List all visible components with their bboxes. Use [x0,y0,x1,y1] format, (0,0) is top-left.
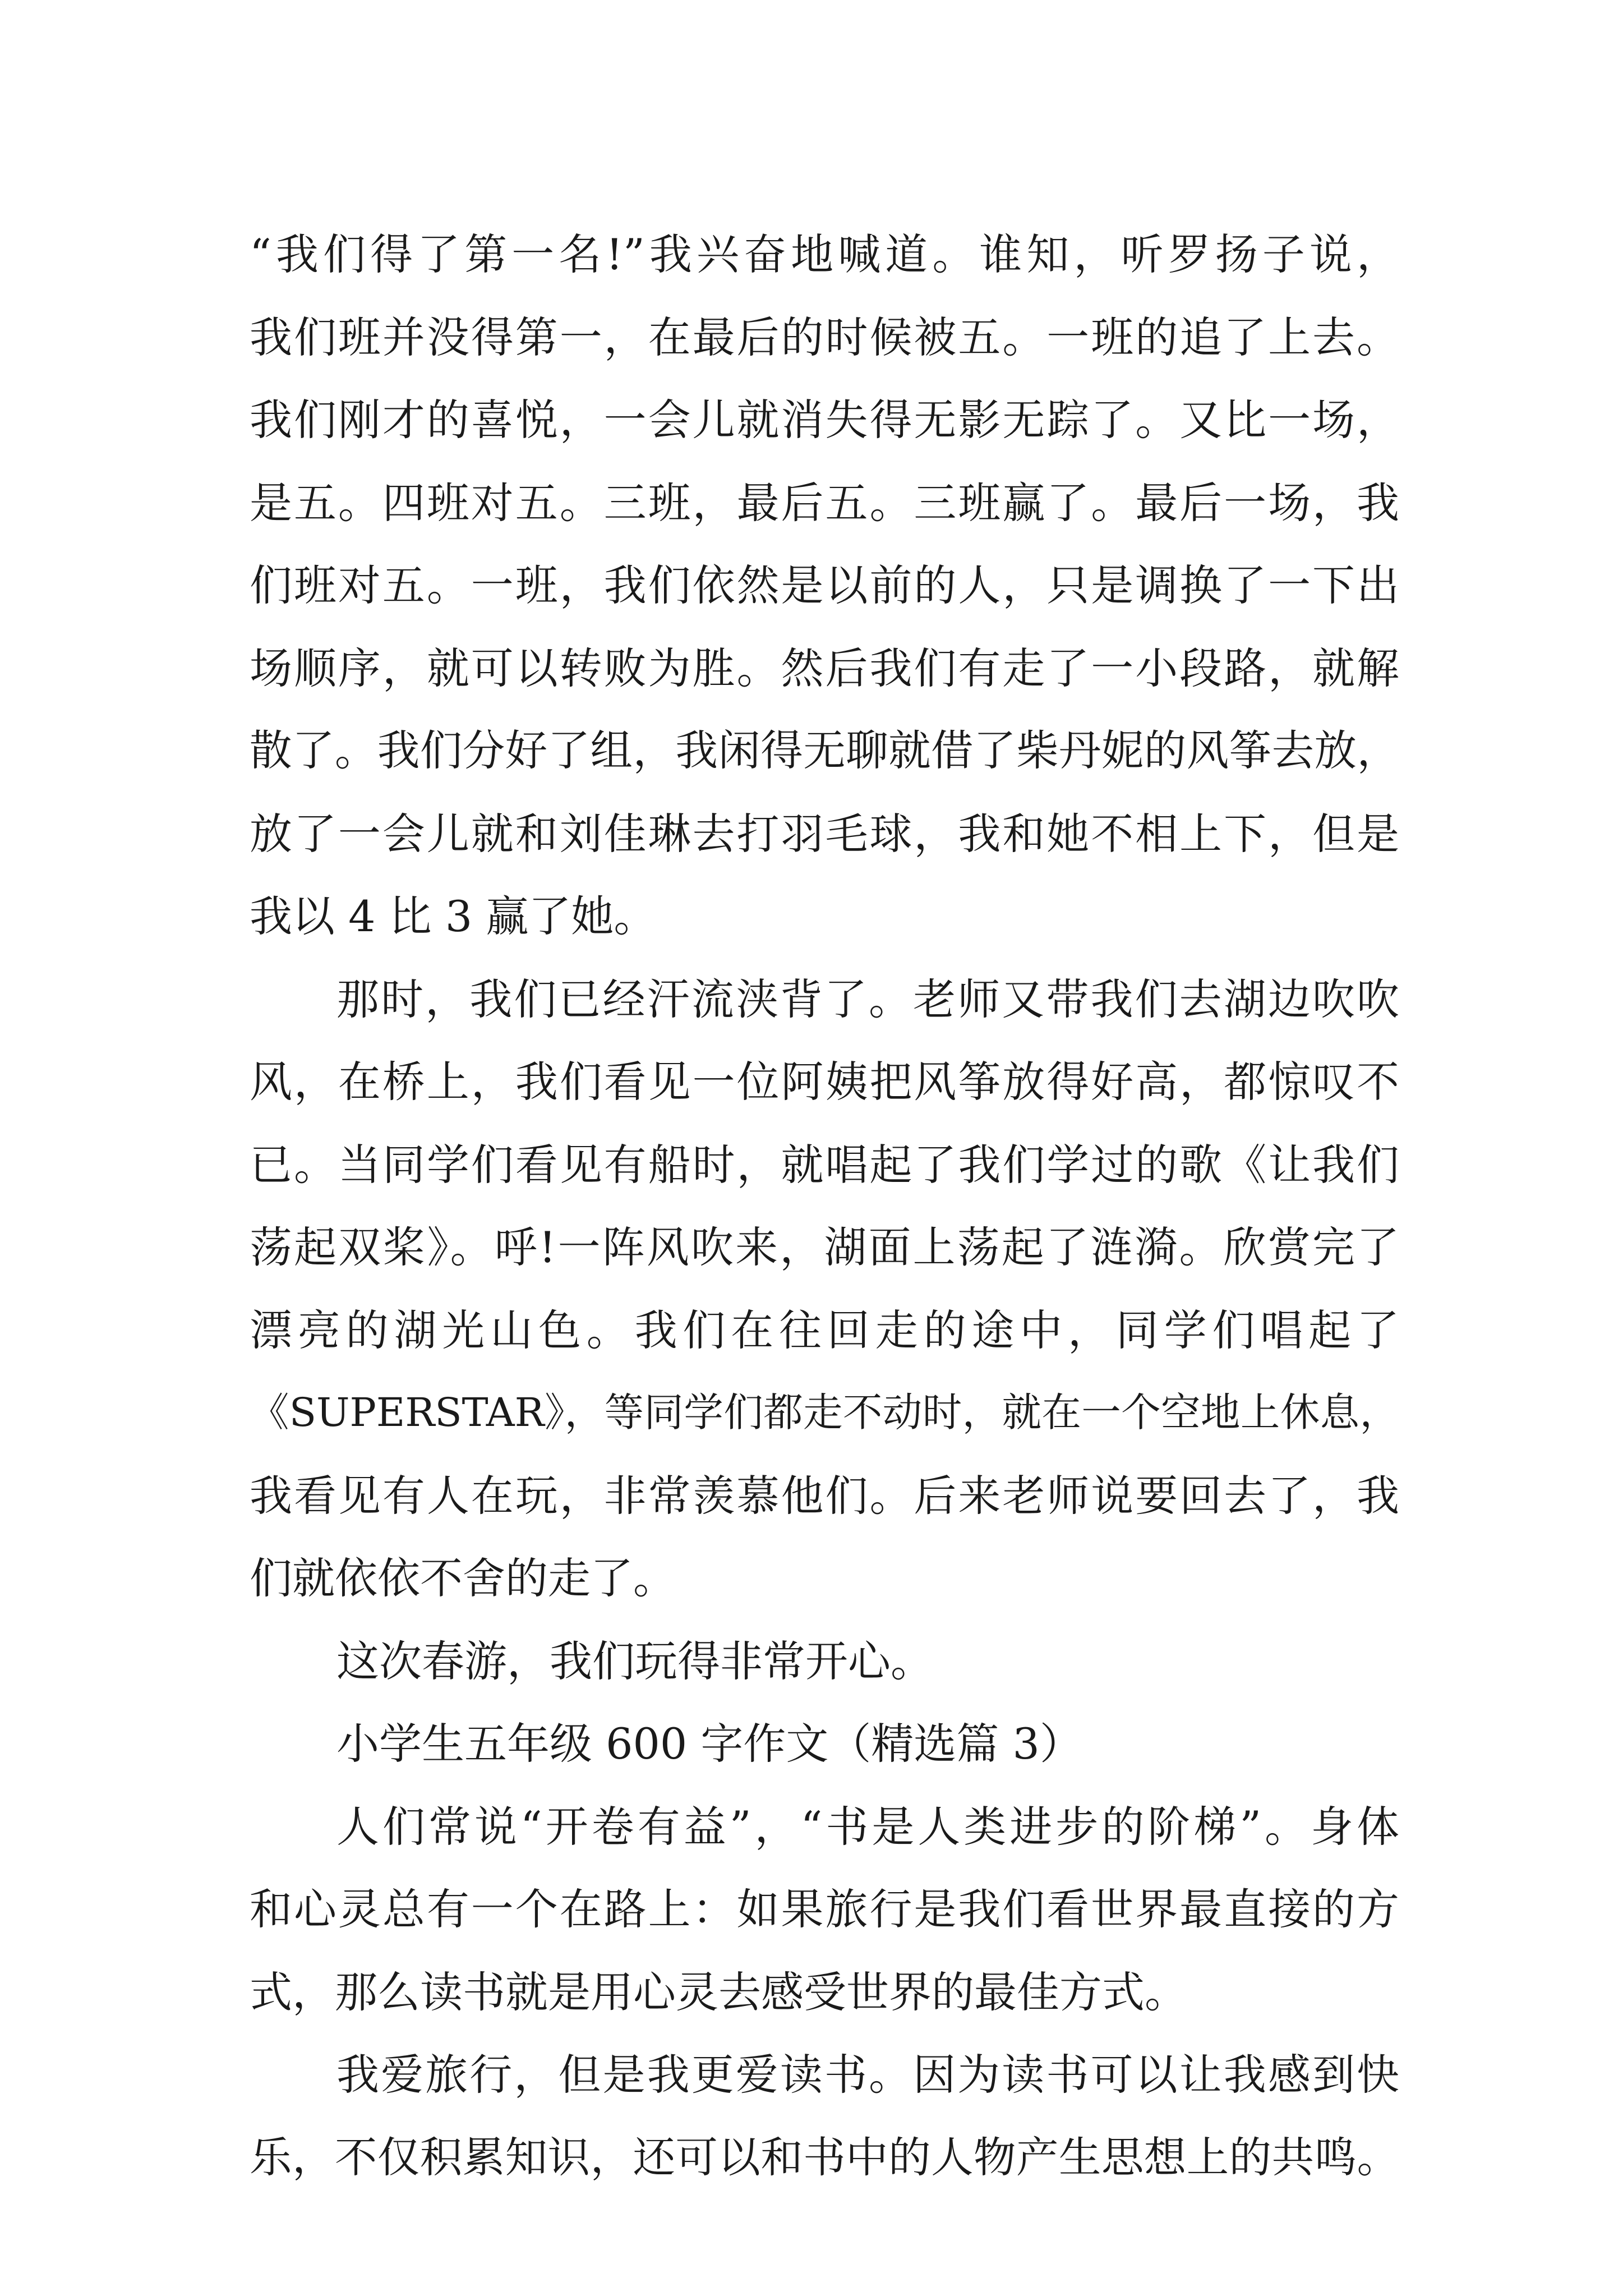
text-line: 漂亮的湖光山色。我们在往回走的途中，同学们唱起了 [250,1305,1399,1355]
text-line: 场顺序，就可以转败为胜。然后我们有走了一小段路，就解 [250,643,1399,693]
text-line: 《SUPERSTAR》，等同学们都走不动时，就在一个空地上休息， [250,1389,1399,1435]
text-line: “我们得了第一名!”我兴奋地喊道。谁知，听罗扬子说， [250,229,1399,279]
text-line: 已。当同学们看见有船时，就唱起了我们学过的歌《让我们 [250,1139,1399,1190]
text-line: 是五。四班对五。三班，最后五。三班赢了。最后一场，我 [250,477,1399,528]
text-line: 小学生五年级 600 字作文（精选篇 3） [336,1719,1082,1769]
text-line: 我爱旅行，但是我更爱读书。因为读书可以让我感到快 [336,2050,1399,2100]
text-line: 我看见有人在玩，非常羡慕他们。后来老师说要回去了，我 [250,1470,1399,1521]
text-line: 放了一会儿就和刘佳琳去打羽毛球，我和她不相上下，但是 [250,808,1399,859]
text-line: 乐，不仅积累知识，还可以和书中的人物产生思想上的共鸣。 [250,2132,1399,2182]
text-line: 们班对五。一班，我们依然是以前的人，只是调换了一下出 [250,560,1399,610]
text-line: 我们班并没得第一，在最后的时候被五。一班的追了上去。 [250,312,1399,362]
essay-body [250,213,1399,2199]
text-line: 我以 4 比 3 赢了她。 [250,891,657,941]
text-line: 这次春游，我们玩得非常开心。 [336,1636,933,1686]
text-line: 人们常说“开卷有益”，“书是人类进步的阶梯”。身体 [336,1801,1399,1852]
text-line: 我们刚才的喜悦，一会儿就消失得无影无踪了。又比一场， [250,395,1399,445]
text-line: 式，那么读书就是用心灵去感受世界的最佳方式。 [250,1967,1187,2017]
text-line: 那时，我们已经汗流浃背了。老师又带我们去湖边吹吹 [336,974,1399,1024]
text-line: 荡起双桨》。呼!一阵风吹来，湖面上荡起了涟漪。欣赏完了 [250,1222,1399,1272]
text-line: 散了。我们分好了组，我闲得无聊就借了柴丹妮的风筝去放， [250,726,1399,775]
text-line: 和心灵总有一个在路上：如果旅行是我们看世界最直接的方 [250,1884,1399,1934]
text-line: 风，在桥上，我们看见一位阿姨把风筝放得好高，都惊叹不 [250,1057,1399,1107]
text-line: 们就依依不舍的走了。 [250,1553,676,1603]
